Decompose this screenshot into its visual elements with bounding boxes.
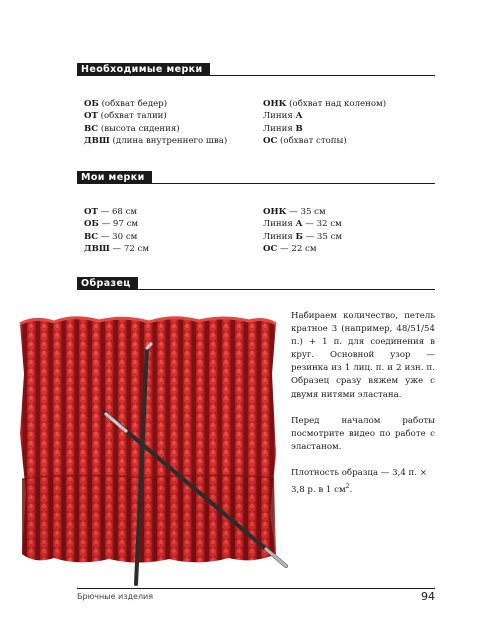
section-title-required: Необходимые мерки xyxy=(77,63,210,76)
section-title-mine: Мои мерки xyxy=(77,171,152,184)
measure-item: ОС — 22 см xyxy=(263,244,317,255)
measure-item: ОНК (обхват над коленом) xyxy=(263,99,387,109)
needle-tip xyxy=(266,549,286,566)
mine-right-column xyxy=(263,206,342,256)
measure-item: ОТ (обхват талии) xyxy=(84,111,167,122)
measure-item: Линия В xyxy=(263,123,303,134)
sample-paragraph-2: Перед началом работы посмотрите видео по работе с эластаном. xyxy=(291,415,435,452)
section-title-sample: Образец xyxy=(77,277,138,290)
measure-item: ВС — 30 см xyxy=(84,231,138,242)
knitted-swatch-photo xyxy=(14,314,294,590)
required-left-column xyxy=(84,98,227,148)
measure-item: Линия А — 32 см xyxy=(263,219,342,230)
measure-item: ОС (обхват стопы) xyxy=(263,136,347,147)
sample-paragraph-3: Плотность образца — 3,4 п. × 3,8 р. в 1 $см^2$. xyxy=(291,468,427,496)
measure-item: ОБ (обхват бедер) xyxy=(84,99,168,109)
page-number: 94 xyxy=(421,590,435,603)
footer-section-label: Брючные изделия xyxy=(77,592,154,601)
required-right-column xyxy=(263,98,386,148)
mine-left-column xyxy=(84,206,149,256)
section-header-required xyxy=(77,62,435,76)
measure-item: Линия Б — 35 см xyxy=(263,231,343,242)
footer-rule xyxy=(77,588,435,589)
measure-item: ДВШ (длина внутреннего шва) xyxy=(84,136,228,147)
measure-item: ДВШ — 72 см xyxy=(84,244,150,255)
measure-item: ОНК — 35 см xyxy=(263,207,326,217)
sample-paragraph-1: Набираем количество, петель кратное 3 (например, 48/51/54 п.) + 1 п. для соединения в круг. Основной узор — резинка из 1 лиц. п. и 2 изн. п. Образец сразу вяжем уже с двумя нитями эластана. xyxy=(291,311,435,400)
sample-description xyxy=(291,310,435,510)
measure-item: ВС (высота сидения) xyxy=(84,123,180,134)
section-header-sample xyxy=(77,276,435,290)
section-header-mine xyxy=(77,170,435,184)
measure-item: ОБ — 97 см xyxy=(84,219,139,230)
measure-item: ОТ — 68 см xyxy=(84,207,138,217)
measure-item: Линия А xyxy=(263,111,303,122)
